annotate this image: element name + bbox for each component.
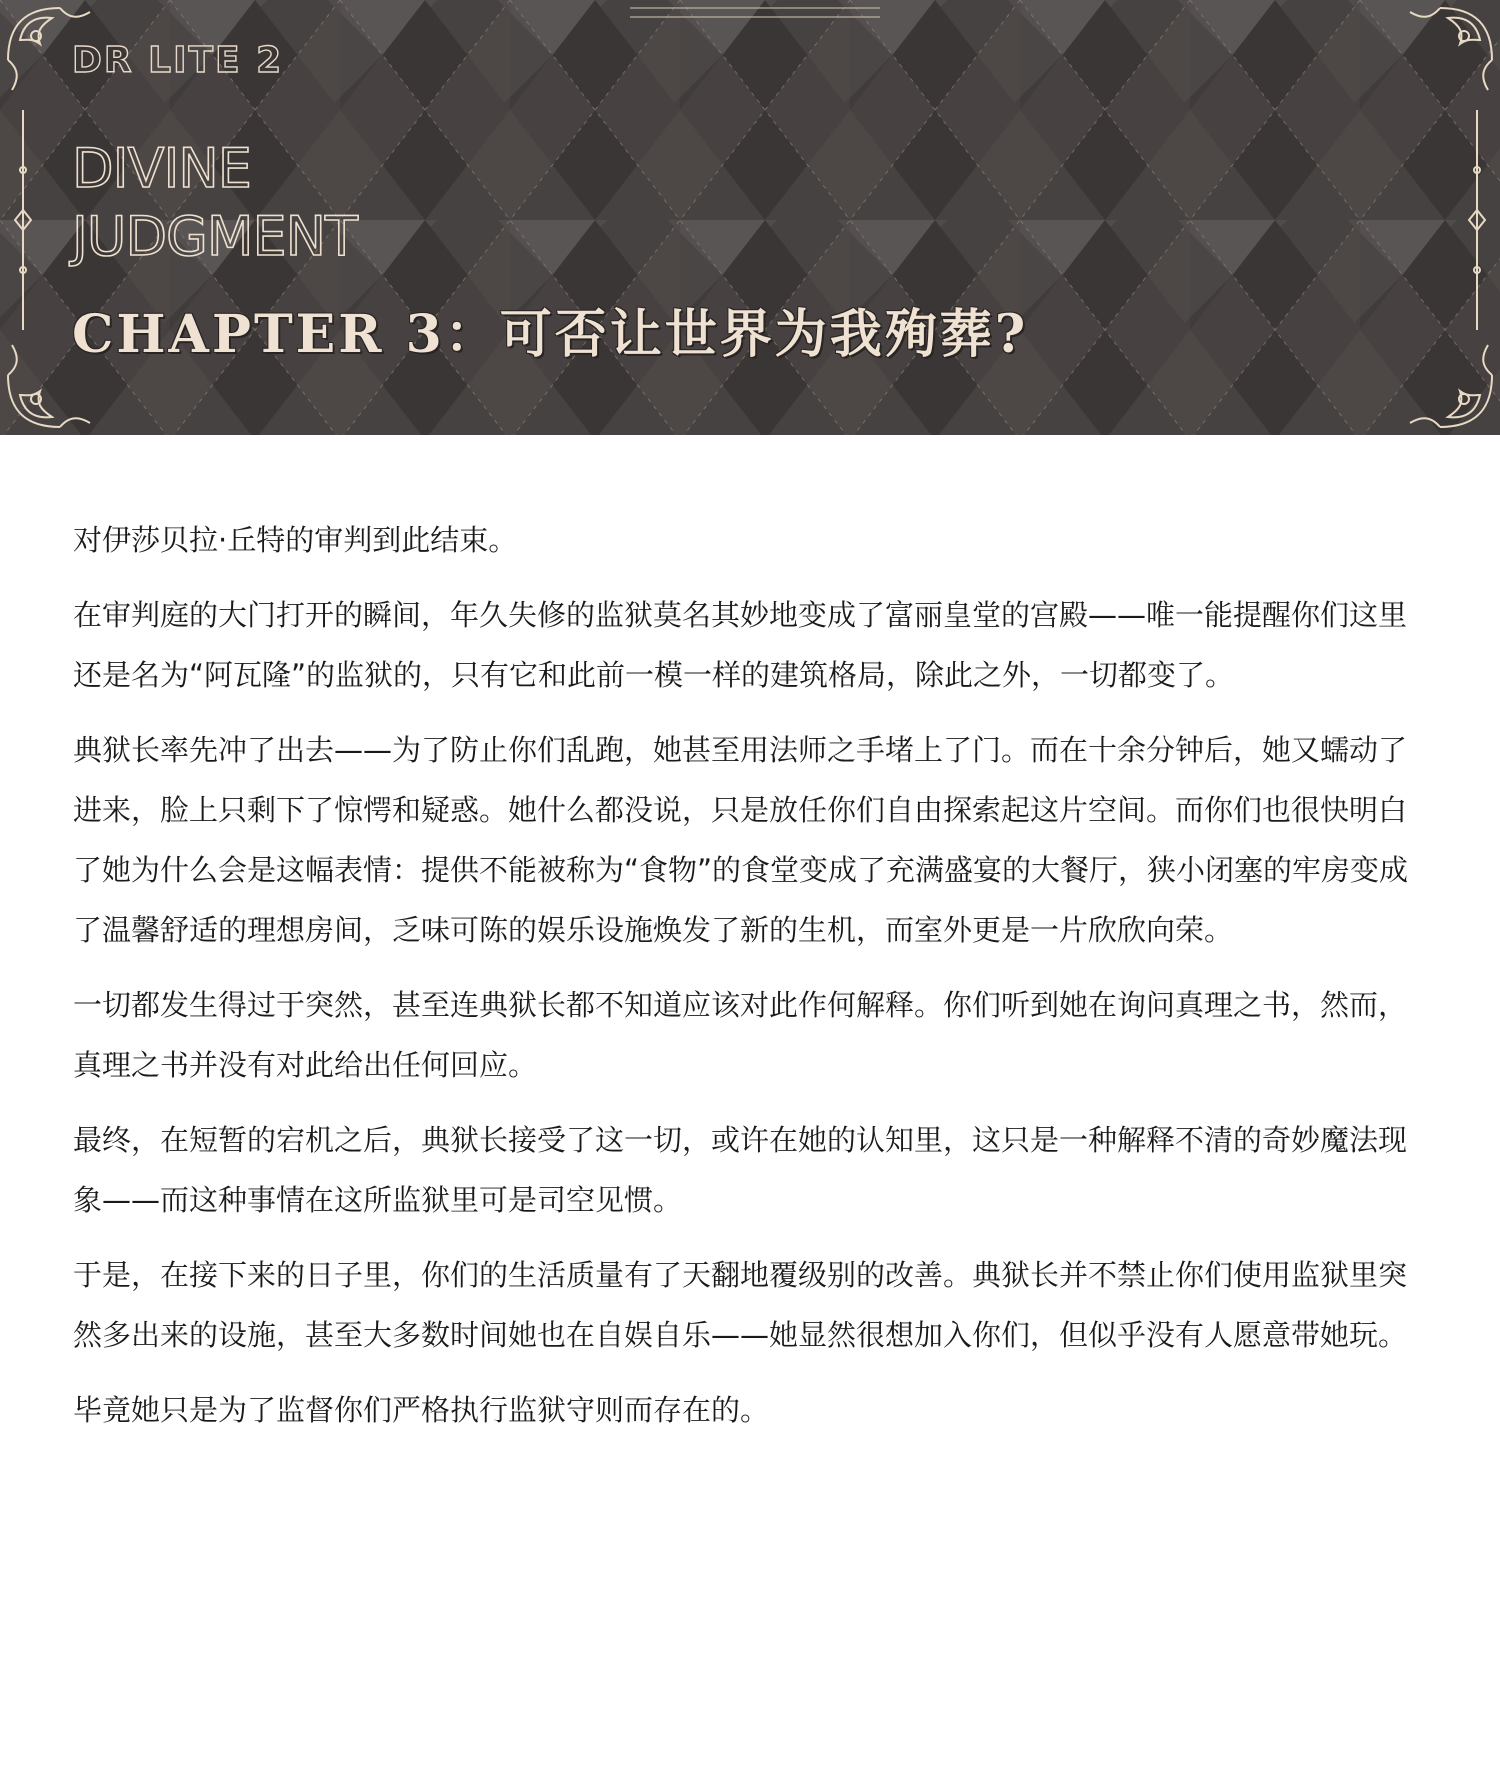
- title-line-divine: DIVINE: [72, 137, 251, 200]
- chapter-title: CHAPTER 3：可否让世界为我殉葬?: [72, 304, 1029, 365]
- chapter-banner: [0, 0, 1500, 435]
- paragraph: 于是，在接下来的日子里，你们的生活质量有了天翻地覆级别的改善。典狱长并不禁止你们使用监狱里突然多出来的设施，甚至大多数时间她也在自娱自乐——她显然很想加入你们，但似乎没有人愿意带她玩。: [73, 1258, 1408, 1352]
- story-text: [73, 510, 1425, 1455]
- paragraph: 在审判庭的大门打开的瞬间，年久失修的监狱莫名其妙地变成了富丽皇堂的宫殿——唯一能提醒你们这里还是名为“阿瓦隆”的监狱的，只有它和此前一模一样的建筑格局，除此之外，一切都变了。: [73, 598, 1408, 692]
- corner-ornament-top-right: [1390, 0, 1500, 110]
- paragraph: 典狱长率先冲了出去——为了防止你们乱跑，她甚至用法师之手堵上了门。而在十余分钟后，她又蠕动了进来，脸上只剩下了惊愕和疑惑。她什么都没说，只是放任你们自由探索起这片空间。而你们也很快明白了她为什么会是这幅表情：提供不能被称为“食物”的食堂变成了充满盛宴的大餐厅，狭小闭塞的牢房变成了温馨舒适的理想房间，乏味可陈的娱乐设施焕发了新的生机，而室外更是一片欣欣向荣。: [73, 733, 1409, 947]
- corner-ornament-bottom-right: [1390, 330, 1500, 435]
- paragraph: 对伊莎贝拉·丘特的审判到此结束。: [73, 523, 518, 557]
- side-ornament-left: [8, 110, 38, 330]
- paragraph: 一切都发生得过于突然，甚至连典狱长都不知道应该对此作何解释。你们听到她在询问真理之书，然而，真理之书并没有对此给出任何回应。: [73, 988, 1408, 1082]
- title-line-judgment: JUDGMENT: [72, 205, 357, 268]
- paragraph: 最终，在短暂的宕机之后，典狱长接受了这一切，或许在她的认知里，这只是一种解释不清的奇妙魔法现象——而这种事情在这所监狱里可是司空见惯。: [73, 1123, 1408, 1217]
- paragraph: 毕竟她只是为了监督你们严格执行监狱守则而存在的。: [73, 1393, 770, 1427]
- series-label: DR LITE 2: [72, 40, 284, 81]
- side-ornament-right: [1462, 110, 1492, 330]
